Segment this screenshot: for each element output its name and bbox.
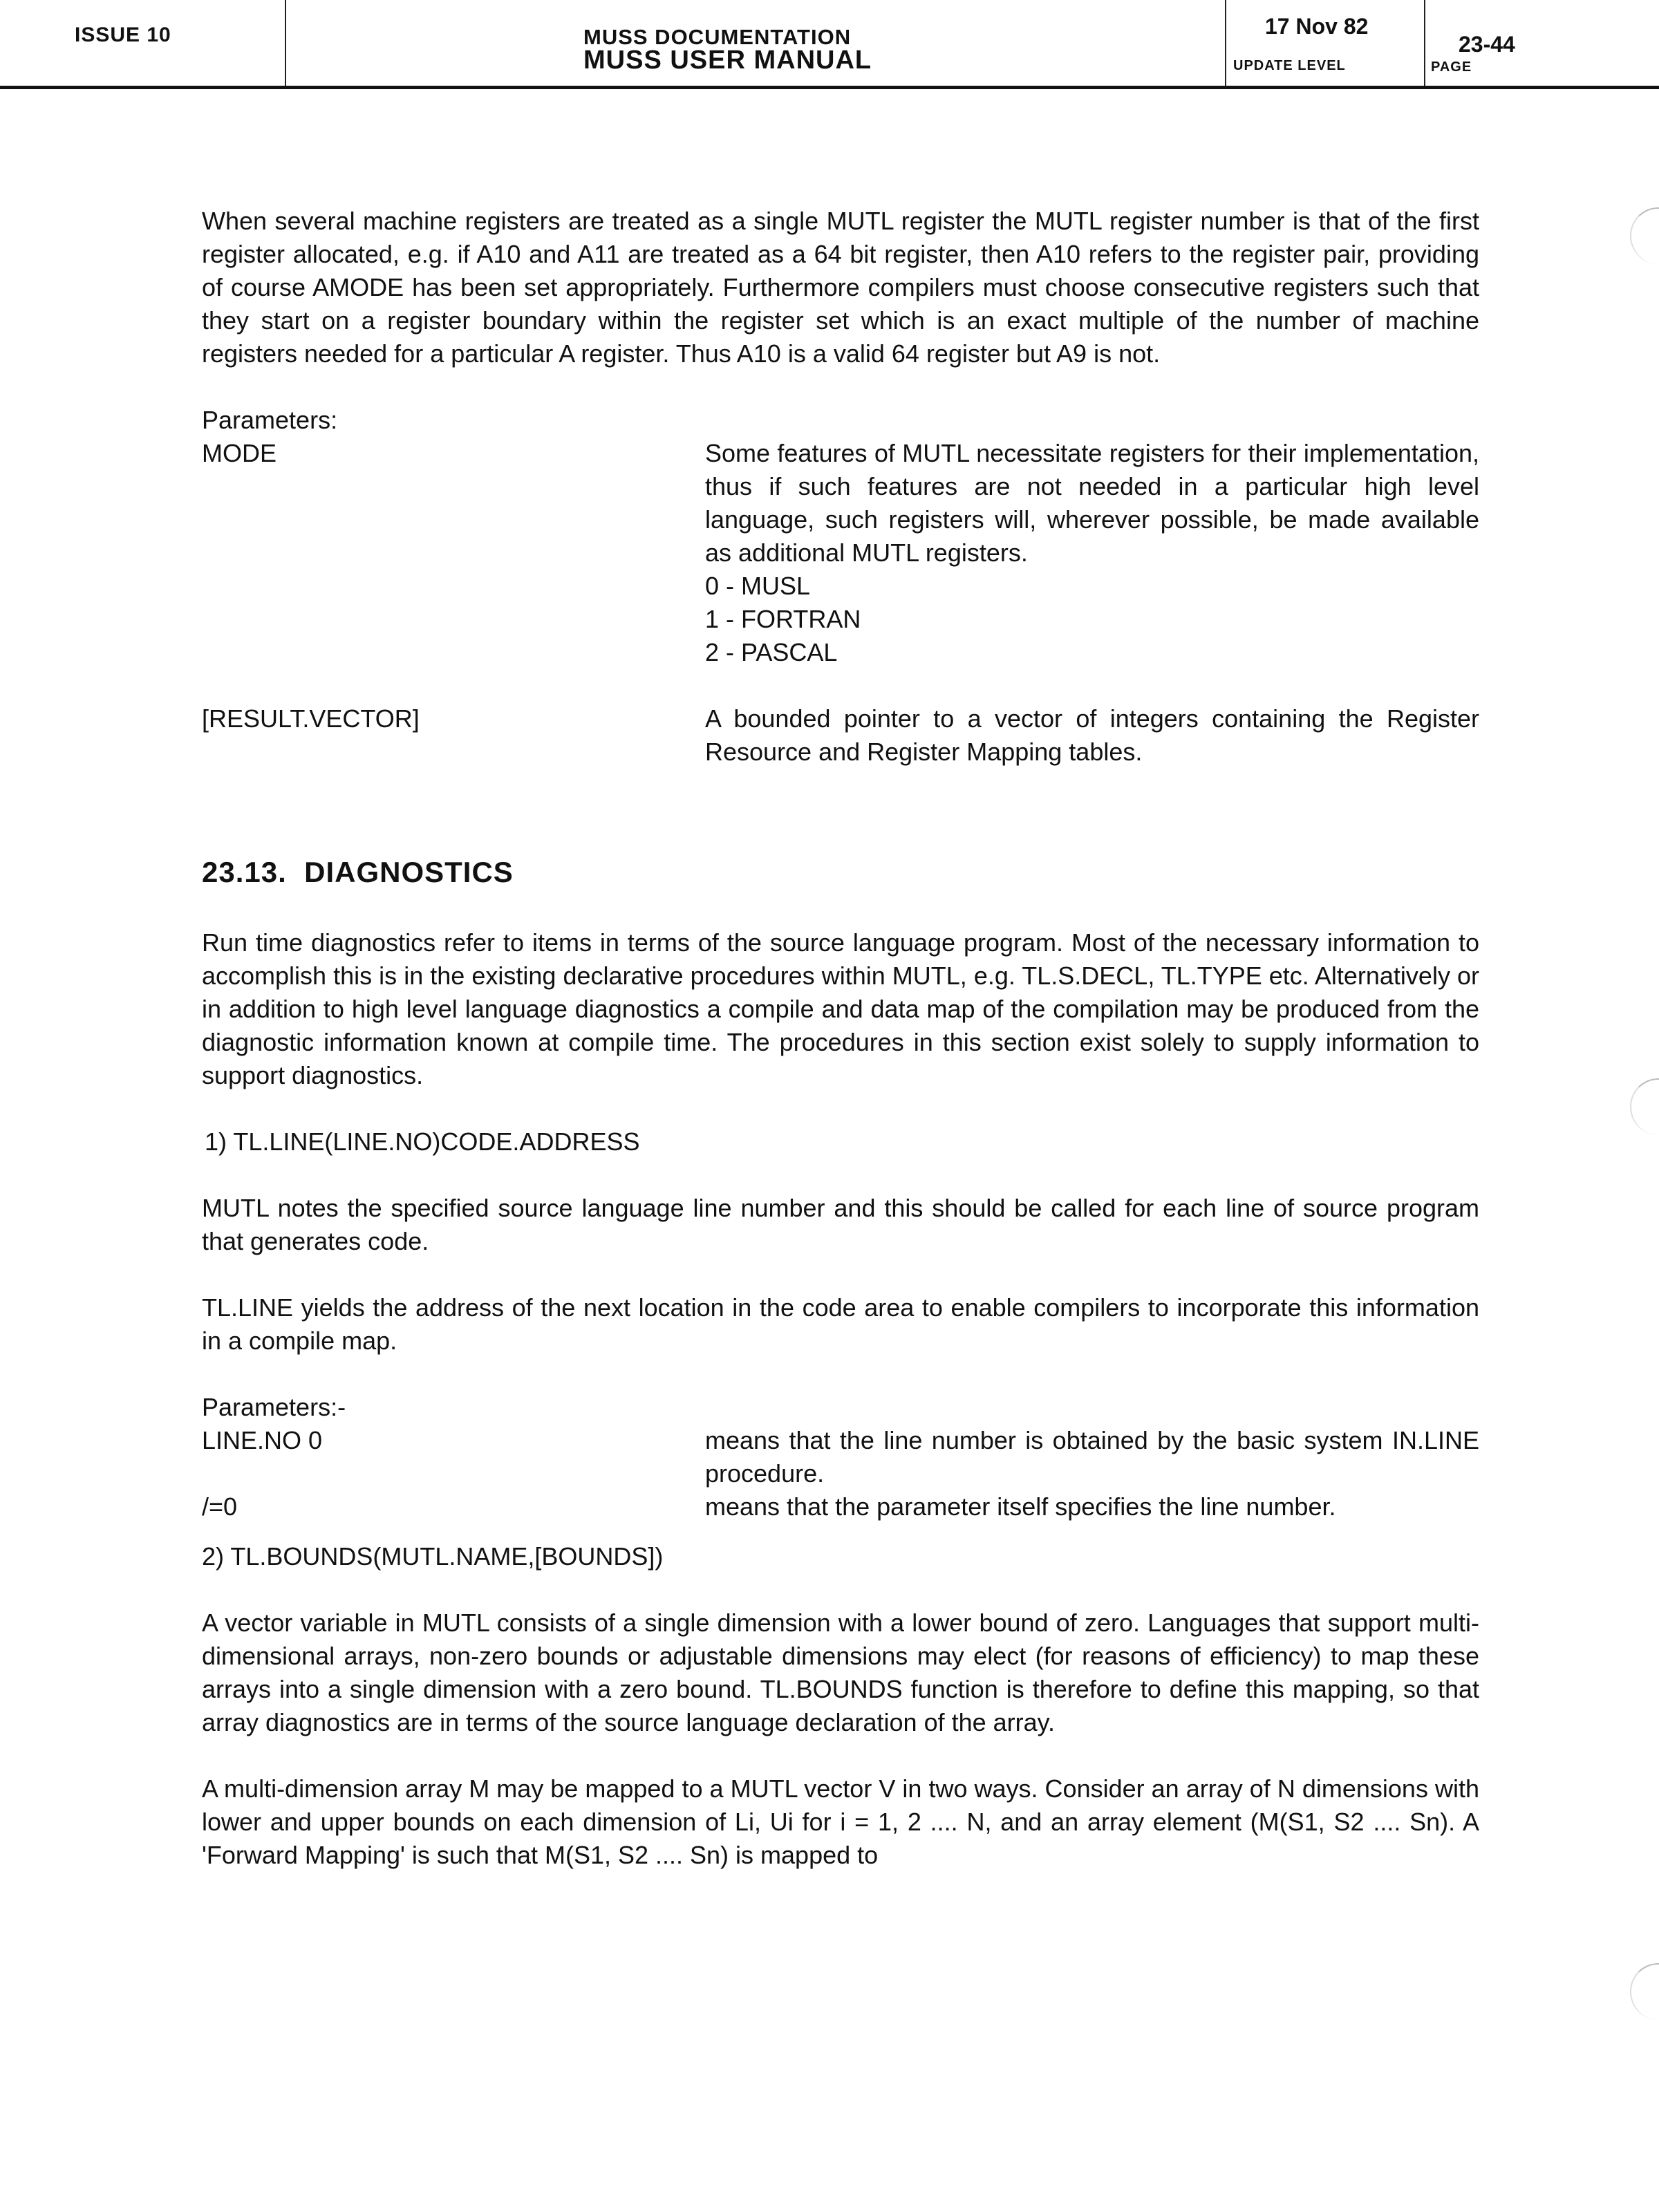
parameter-description: means that the line number is obtained by the basic system IN.LINE procedure. (705, 1426, 1479, 1488)
procedure-signature: 1) TL.LINE(LINE.NO)CODE.ADDRESS (205, 1127, 640, 1156)
section-intro-paragraph: Run time diagnostics refer to items in terms of the source language program. Most of the necessary information to accomplish this is in the existing declarative procedures within MUTL, e.g. TL.S.DECL, TL.TYPE etc. Alternatively or in addition to high level language diagnostics a compile and data map of the compilation may be produced from the diagnostic information known at compile time. The procedures in this section exist solely to supply information to support diagnostics. (202, 928, 1479, 1089)
update-level-label: UPDATE LEVEL (1233, 58, 1346, 73)
update-date: 17 Nov 82 (1265, 14, 1369, 39)
procedure-signature: 2) TL.BOUNDS(MUTL.NAME,[BOUNDS]) (202, 1542, 664, 1571)
page-label: PAGE (1431, 59, 1472, 75)
procedure-paragraph: A multi-dimension array M may be mapped to a MUTL vector V in two ways. Consider an array of N dimensions with lower and upper bounds on each dimension of Li, Ui for i = 1, 2 .... N, and an array element (M(S1, S2 .... Sn). A 'Forward Mapping' is such that M(S1, S2 .... Sn) is mapped to (202, 1774, 1479, 1869)
parameter-row-result-vector (202, 702, 1479, 769)
section-heading (202, 852, 1479, 893)
issue-cell (0, 0, 285, 86)
section-number: 23.13. (202, 856, 287, 888)
procedure-paragraph: A vector variable in MUTL consists of a single dimension with a lower bound of zero. Languages that support multi-dimensional arrays, non-zero bounds or adjustable dimensions may elect (for reasons of efficiency) to map these arrays into a single dimension with a zero bound. TL.BOUNDS function is therefore to define this mapping, so that array diagnostics are in terms of the source language declaration of the array. (202, 1609, 1479, 1736)
mode-option: 1 - FORTRAN (705, 605, 861, 633)
page-header (0, 0, 1659, 89)
issue-number: ISSUE 10 (75, 24, 171, 46)
page-cell (1424, 0, 1659, 86)
procedure-paragraph: TL.LINE yields the address of the next location in the code area to enable compilers to incorporate this information in a compile map. (202, 1293, 1479, 1355)
page-number: 23-44 (1459, 32, 1515, 57)
punch-hole-mark (1630, 1963, 1659, 2020)
date-cell (1225, 0, 1425, 86)
parameter-name: /=0 (202, 1492, 238, 1521)
section-title: DIAGNOSTICS (304, 856, 514, 888)
parameter-name: LINE.NO 0 (202, 1426, 323, 1454)
parameter-description: means that the parameter itself specifies the line number. (705, 1492, 1336, 1521)
parameters-label: Parameters:- (202, 1393, 346, 1421)
mode-option: 0 - MUSL (705, 572, 811, 600)
parameter-row-nonzero (202, 1490, 1479, 1524)
parameter-row-line-no (202, 1424, 1479, 1490)
mode-option: 2 - PASCAL (705, 638, 838, 666)
punch-hole-mark (1630, 207, 1659, 264)
procedure-paragraph: MUTL notes the specified source language line number and this should be called for each line of source program that generates code. (202, 1194, 1479, 1255)
parameter-row-mode (202, 437, 1479, 669)
intro-paragraph: When several machine registers are treated as a single MUTL register the MUTL register number is that of the first register allocated, e.g. if A10 and A11 are treated as a 64 bit register, then A10 refers to the register pair, providing of course AMODE has been set appropriately. Furthermore compilers must choose consecutive registers such that they start on a register boundary within the register set which is an exact multiple of the number of machine registers needed for a particular A register. Thus A10 is a valid 64 register but A9 is not. (202, 207, 1479, 368)
parameter-name: MODE (202, 439, 276, 467)
parameter-description: A bounded pointer to a vector of integers containing the Register Resource and Register Mapping tables. (705, 704, 1479, 766)
parameter-name: [RESULT.VECTOR] (202, 704, 420, 733)
title-cell (285, 0, 1226, 86)
parameter-description (705, 437, 1479, 669)
page-body (202, 205, 1479, 1872)
manual-title: MUSS USER MANUAL (583, 46, 872, 75)
punch-hole-mark (1630, 1078, 1659, 1135)
document-series-title: MUSS DOCUMENTATION (583, 25, 852, 49)
mode-description-text: Some features of MUTL necessitate registers for their implementation, thus if such features are not needed in a particular high level language, such registers will, wherever possible, be made available as additional MUTL registers. (705, 439, 1479, 567)
parameters-label: Parameters: (202, 406, 338, 434)
